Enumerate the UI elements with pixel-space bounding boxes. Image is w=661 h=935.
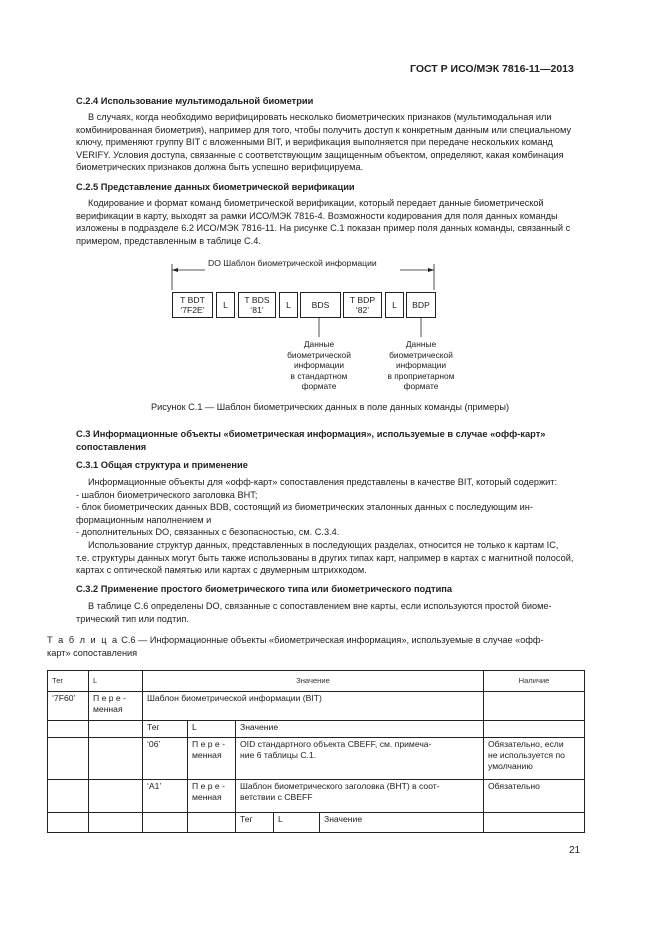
text-line: верификации в карту, выходят за рамки ИСО/МЭК 7816-4. Возможности кодирования для поля данных команды bbox=[76, 210, 558, 221]
table-header-row bbox=[48, 671, 585, 692]
table-row bbox=[48, 692, 585, 721]
text-line: формационным наполнением и bbox=[76, 514, 212, 525]
cell-l: П е р е - менная bbox=[89, 692, 143, 721]
header-presence: Наличие bbox=[484, 671, 585, 692]
text-line: - дополнительных DO, связанных с безопасностью, см. С.3.4. bbox=[76, 527, 340, 538]
text-line: В таблице С.6 определены DO, связанные с сопоставлением вне карты, если используются простой биоме- bbox=[88, 601, 552, 611]
note-line: в проприетарном bbox=[387, 370, 455, 381]
title-line: С.3 Информационные объекты «биометрическая информация», используемые в случае «офф-карт» bbox=[76, 429, 546, 439]
table-row bbox=[48, 721, 585, 738]
text-line: - шаблон биометрического заголовка BHT; bbox=[76, 489, 258, 500]
cell-empty bbox=[188, 813, 236, 833]
table-row bbox=[48, 738, 585, 780]
box-line: L bbox=[392, 300, 397, 310]
table-row bbox=[48, 780, 585, 813]
text-line: изложены в подразделе 6.2 ИСО/МЭК 7816-11. На рисунке С.1 показан пример поля данных команды, связанный с bbox=[76, 223, 571, 234]
box-line: T BDT bbox=[180, 295, 205, 305]
header-l: L bbox=[89, 671, 143, 692]
note-line: биометрической bbox=[287, 349, 351, 360]
figure-do-label: DO Шаблон биометрической информации bbox=[208, 258, 377, 268]
title-line: сопоставления bbox=[76, 441, 147, 452]
cell-tag: ‘7F60’ bbox=[48, 692, 89, 721]
box-line: T BDS bbox=[244, 295, 270, 305]
table-caption-prefix: Т а б л и ц а bbox=[47, 635, 119, 645]
box-tbdp bbox=[343, 292, 382, 318]
header-tag: Тег bbox=[48, 671, 89, 692]
box-line: BDP bbox=[412, 300, 430, 310]
text-line: VERIFY. Условия доступа, связанные с соответствующим защищенным объектом, определяют, какая комбинация bbox=[76, 149, 564, 160]
section-c32-title: С.3.2 Применение простого биометрического типа или биометрического подтипа bbox=[76, 584, 453, 594]
note-line: в стандартном bbox=[290, 370, 348, 381]
box-line: ‘82’ bbox=[355, 305, 370, 315]
text-line: Информационные объекты для «офф-карт» сопоставления представлены в качестве BIT, который содержит: bbox=[88, 477, 558, 487]
document-header: ГОСТ Р ИСО/МЭК 7816-11—2013 bbox=[410, 63, 574, 75]
note-line: информации bbox=[293, 360, 345, 370]
box-line: ‘7F2E’ bbox=[180, 305, 205, 315]
text-line: В случаях, когда необходимо верифицировать несколько биометрических признаков (мультимодальная или bbox=[88, 112, 552, 122]
section-c24-title: С.2.4 Использование мультимодальной биометрии bbox=[76, 96, 314, 106]
section-c31-title: С.3.1 Общая структура и применение bbox=[76, 460, 248, 470]
section-c31-body bbox=[76, 476, 582, 577]
text-line: ключу, применяют группу BIT с вложенными BIT, и верификация выполняется при передаче нескольких команд bbox=[76, 137, 553, 148]
box-line: BDS bbox=[311, 300, 330, 310]
cell-value: Шаблон биометрической информации (BIT) bbox=[143, 692, 484, 721]
cell-value: Значение bbox=[320, 813, 484, 833]
box-l3 bbox=[385, 292, 404, 318]
cell-l: L bbox=[188, 721, 236, 738]
cell-tag: ‘06’ bbox=[143, 738, 188, 780]
box-line: T BDP bbox=[349, 295, 376, 305]
cell-empty bbox=[89, 738, 143, 780]
cell-l: L bbox=[274, 813, 320, 833]
note-line: формате bbox=[301, 381, 337, 391]
table-c6 bbox=[47, 670, 585, 833]
cell-empty bbox=[89, 721, 143, 738]
text-line: Использование структур данных, представленных в последующих разделах, относится не только к картам IC, bbox=[88, 539, 559, 550]
box-line: ‘81’ bbox=[250, 305, 264, 315]
note-line: Данные bbox=[405, 339, 437, 349]
table-caption bbox=[47, 634, 582, 659]
text-line: примером, представленным в таблице С.4. bbox=[76, 235, 261, 246]
note-line: формате bbox=[403, 381, 439, 391]
cell-tag: Тег bbox=[143, 721, 188, 738]
cell-empty bbox=[89, 813, 143, 833]
box-tbds bbox=[238, 292, 276, 318]
cell-empty bbox=[48, 721, 89, 738]
cell-l: П е р е - менная bbox=[188, 780, 236, 813]
table-row bbox=[48, 813, 585, 833]
cell-presence bbox=[484, 721, 585, 738]
cell-value: Значение bbox=[236, 721, 484, 738]
table-caption-text: С.6 — Информационные объекты «биометрическая информация», используемые в случае «офф- bbox=[118, 635, 544, 645]
cell-empty bbox=[89, 780, 143, 813]
box-tbdt bbox=[172, 292, 213, 318]
section-c32-body bbox=[76, 600, 582, 625]
cell-presence: Обязательно bbox=[484, 780, 585, 813]
cell-empty bbox=[48, 780, 89, 813]
box-line: L bbox=[286, 300, 291, 310]
text-line: - блок биометрических данных BDB, состоящий из биометрических эталонных данных с последующим ин- bbox=[76, 502, 533, 513]
cell-value: OID стандартного объекта CBEFF, см. примеча- ние 6 таблицы С.1. bbox=[236, 738, 484, 780]
box-l1 bbox=[216, 292, 235, 318]
cell-empty bbox=[48, 813, 89, 833]
section-c25-title: С.2.5 Представление данных биометрической верификации bbox=[76, 182, 355, 192]
cell-presence bbox=[484, 692, 585, 721]
note-line: Данные bbox=[303, 339, 335, 349]
cell-l: П е р е - менная bbox=[188, 738, 236, 780]
box-bdp bbox=[406, 292, 436, 318]
note-line: биометрической bbox=[389, 349, 453, 360]
header-value: Значение bbox=[143, 671, 484, 692]
figure-c1 bbox=[0, 0, 661, 400]
box-line: L bbox=[223, 300, 228, 310]
section-c3-title bbox=[76, 428, 582, 453]
text-line: биометрических признаков должна быть успешно верифицируема. bbox=[76, 162, 364, 173]
cell-tag: ‘A1’ bbox=[143, 780, 188, 813]
cell-empty bbox=[143, 813, 188, 833]
text-line: картах с оптической памятью или картах с двумерным штрихкодом. bbox=[76, 565, 367, 576]
cell-value: Шаблон биометрического заголовка (BHT) в соот- ветствии с CBEFF bbox=[236, 780, 484, 813]
cell-presence: Обязательно, если не используется по умолчанию bbox=[484, 738, 585, 780]
cell-tag: Тег bbox=[236, 813, 274, 833]
table-caption-line2: карт» сопоставления bbox=[47, 647, 138, 658]
figure-note-standard bbox=[279, 339, 359, 392]
figure-caption: Рисунок С.1 — Шаблон биометрических данных в поле данных команды (примеры) bbox=[150, 402, 510, 412]
text-line: т.е. структуры данных могут быть также использованы в других типах карт, например в картах с магнитной полосой, bbox=[76, 552, 574, 563]
cell-empty bbox=[48, 738, 89, 780]
text-line: комбинированная биометрия), например для того, чтобы получить доступ к конкретным данным или специальному bbox=[76, 124, 572, 135]
note-line: информации bbox=[395, 360, 447, 370]
cell-presence bbox=[484, 813, 585, 833]
page-number: 21 bbox=[569, 845, 581, 856]
figure-note-proprietary bbox=[381, 339, 461, 392]
box-l2 bbox=[279, 292, 298, 318]
box-bds bbox=[300, 292, 341, 318]
text-line: Кодирование и формат команд биометрической верификации, который передает данные биометрической bbox=[88, 198, 544, 208]
text-line: трический тип или подтип. bbox=[76, 613, 189, 624]
